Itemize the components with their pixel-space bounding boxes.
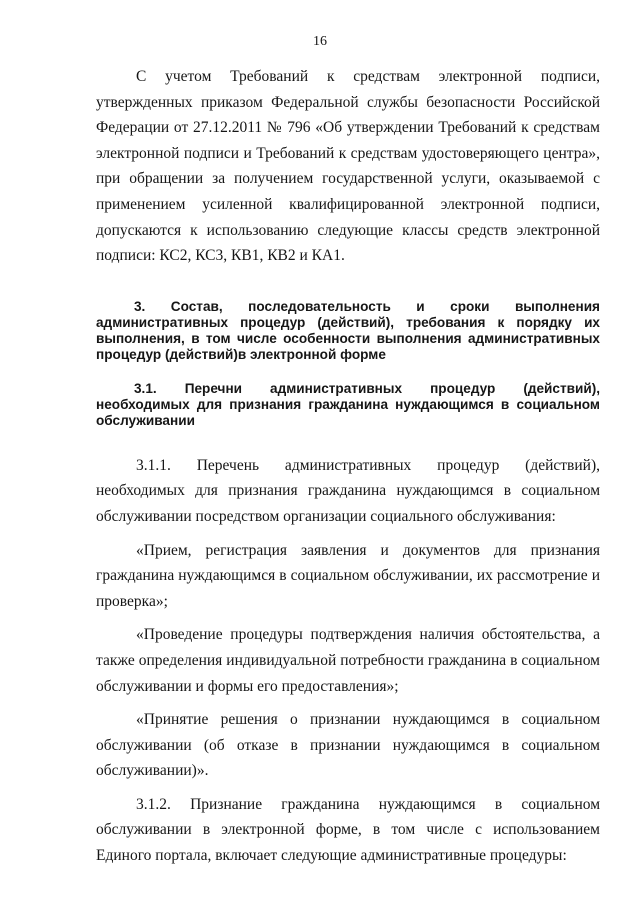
section-3-1-heading: 3.1. Перечни административных процедур (действий), необходимых для признания гражданина нуждающимся в социальном обслуживании: [96, 380, 600, 428]
section-3-heading: 3. Состав, последовательность и сроки выполнения административных процедур (действий), требования к порядку их выполнения, в том числе особенности выполнения административных процедур (действий)в электронной форме: [96, 298, 600, 362]
page-number: 16: [313, 34, 327, 49]
procedure-item-2: «Проведение процедуры подтверждения наличия обстоятельства, а также определения индивидуальной потребности гражданина в социальном обслуживании и формы его предоставления»;: [96, 626, 600, 695]
procedure-item-1: «Прием, регистрация заявления и документов для признания гражданина нуждающимся в социальном обслуживании, их рассмотрение и проверка»;: [96, 541, 600, 610]
procedure-item-3: «Принятие решения о признании нуждающимся в социальном обслуживании (об отказе в признании нуждающимся в социальном обслуживании)».: [96, 711, 600, 780]
paragraph-3-1-1: 3.1.1. Перечень административных процедур (действий), необходимых для признания гражданина нуждающимся в социальном обслуживании посредством организации социального обслуживания:: [96, 456, 600, 525]
document-body: [96, 64, 600, 869]
intro-paragraph: С учетом Требований к средствам электронной подписи, утвержденных приказом Федеральной службы безопасности Российской Федерации от 27.12.2011 № 796 «Об утверждении Требований к средствам электронной подписи и Требований к средствам удостоверяющего центра», при обращении за получением государственной услуги, оказываемой с применением усиленной квалифицированной электронной подписи, допускаются к использованию следующие классы средств электронной подписи: КС2, КС3, КВ1, КВ2 и КА1.: [96, 68, 600, 265]
paragraph-3-1-2: 3.1.2. Признание гражданина нуждающимся в социальном обслуживании в электронной форме, в том числе с использованием Единого портала, включает следующие административные процедуры:: [96, 795, 600, 865]
